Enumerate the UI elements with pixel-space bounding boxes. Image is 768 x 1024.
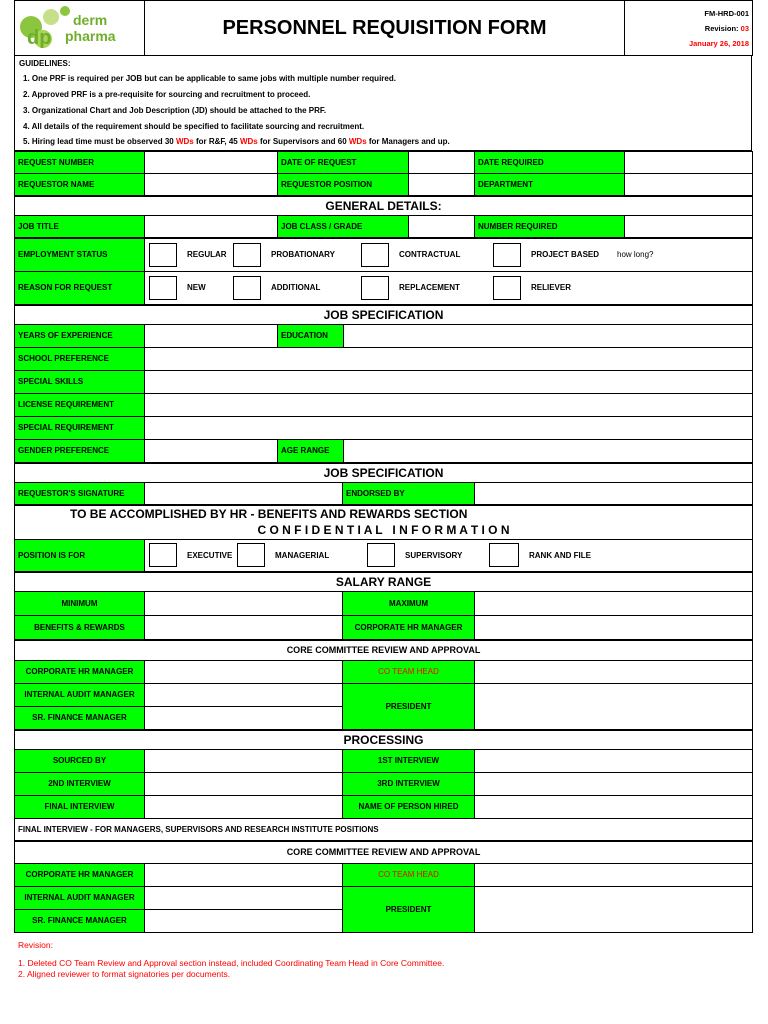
education-field[interactable]: [344, 324, 753, 347]
final-interview-label: FINAL INTERVIEW: [15, 795, 145, 818]
minimum-field[interactable]: [145, 591, 343, 615]
core-committee-heading-1: CORE COMMITTEE REVIEW AND APPROVAL: [15, 640, 753, 660]
new-checkbox[interactable]: [149, 276, 177, 300]
cc2-co-team-head-field[interactable]: [475, 863, 753, 886]
guidelines-section: [14, 56, 752, 151]
years-of-experience-label: YEARS OF EXPERIENCE: [15, 324, 145, 347]
age-range-field[interactable]: [344, 439, 753, 462]
date-required-field[interactable]: [625, 151, 753, 173]
requestor-name-field[interactable]: [145, 173, 278, 195]
project-based-checkbox[interactable]: [493, 243, 521, 267]
hr-heading: TO BE ACCOMPLISHED BY HR - BENEFITS AND REWARDS SECTION: [70, 507, 468, 521]
job-title-field[interactable]: [145, 215, 278, 237]
revision-line: [628, 21, 749, 36]
benefits-rewards-label: BENEFITS & REWARDS: [15, 615, 145, 639]
job-title-label: JOB TITLE: [15, 215, 145, 237]
name-of-person-hired-label: NAME OF PERSON HIRED: [343, 795, 475, 818]
benefits-rewards-field[interactable]: [145, 615, 343, 639]
date-of-request-label: DATE OF REQUEST: [278, 151, 409, 173]
license-requirement-field[interactable]: [145, 393, 753, 416]
revision-note-2: 2. Aligned reviewer to format signatories per documents.: [18, 969, 231, 979]
regular-label: REGULAR: [187, 250, 227, 259]
logo-word-derm: derm: [73, 12, 108, 28]
first-interview-field[interactable]: [475, 749, 753, 772]
first-interview-label: 1ST INTERVIEW: [343, 749, 475, 772]
form-code: FM-HRD-001: [704, 8, 749, 18]
logo-cell: [15, 1, 145, 56]
cc2-president-label: PRESIDENT: [343, 886, 475, 932]
second-interview-label: 2ND INTERVIEW: [15, 772, 145, 795]
cc1-corporate-hr-manager-field[interactable]: [145, 660, 343, 683]
probationary-checkbox[interactable]: [233, 243, 261, 267]
cc2-corporate-hr-manager-field[interactable]: [145, 863, 343, 886]
revision-label: Revision:: [704, 23, 739, 33]
confidential-heading: C O N F I D E N T I A L I N F O R M A T I O N: [257, 523, 510, 537]
requestor-position-field[interactable]: [409, 173, 475, 195]
form-page: [14, 0, 752, 933]
how-long-label: how long?: [617, 250, 654, 259]
license-requirement-label: LICENSE REQUIREMENT: [15, 393, 145, 416]
sourced-by-field[interactable]: [145, 749, 343, 772]
probationary-label: PROBATIONARY: [271, 250, 335, 259]
additional-checkbox[interactable]: [233, 276, 261, 300]
years-of-experience-field[interactable]: [145, 324, 278, 347]
endorsed-by-field[interactable]: [475, 482, 753, 504]
cc1-sr-finance-manager-label: SR. FINANCE MANAGER: [15, 706, 145, 729]
signature-section: [14, 463, 753, 505]
reliever-checkbox[interactable]: [493, 276, 521, 300]
school-preference-field[interactable]: [145, 347, 753, 370]
executive-checkbox[interactable]: [149, 543, 177, 567]
core-committee-section-2: [14, 841, 753, 933]
requestors-signature-label: REQUESTOR'S SIGNATURE: [15, 482, 145, 504]
hr-section: [14, 505, 753, 572]
core-committee-section-1: [14, 640, 753, 730]
new-label: NEW: [187, 283, 206, 292]
special-requirement-field[interactable]: [145, 416, 753, 439]
cc2-president-field[interactable]: [475, 886, 753, 932]
special-skills-label: SPECIAL SKILLS: [15, 370, 145, 393]
school-preference-label: SCHOOL PREFERENCE: [15, 347, 145, 370]
position-options: [145, 539, 753, 571]
corporate-hr-manager-field[interactable]: [475, 615, 753, 639]
final-interview-note: FINAL INTERVIEW - FOR MANAGERS, SUPERVISORS AND RESEARCH INSTITUTE POSITIONS: [15, 818, 753, 840]
cc1-internal-audit-manager-field[interactable]: [145, 683, 343, 706]
form-meta-cell: [625, 1, 753, 56]
cc2-internal-audit-manager-field[interactable]: [145, 886, 343, 909]
guideline-item: 2. Approved PRF is a pre-requisite for sourcing and recruitment to proceed.: [15, 86, 752, 102]
employment-status-section: [14, 238, 753, 305]
third-interview-label: 3RD INTERVIEW: [343, 772, 475, 795]
requestor-name-label: REQUESTOR NAME: [15, 173, 145, 195]
processing-heading: PROCESSING: [15, 730, 753, 749]
additional-label: ADDITIONAL: [271, 283, 321, 292]
employment-status-label: EMPLOYMENT STATUS: [15, 238, 145, 271]
education-label: EDUCATION: [278, 324, 344, 347]
revision-note-1: 1. Deleted CO Team Review and Approval section instead, included Coordinating Team Head in Core Committee.: [18, 958, 445, 968]
job-class-field[interactable]: [409, 215, 475, 237]
managerial-label: MANAGERIAL: [275, 550, 330, 560]
supervisory-checkbox[interactable]: [367, 543, 395, 567]
project-based-label: PROJECT BASED: [531, 250, 600, 259]
replacement-checkbox[interactable]: [361, 276, 389, 300]
cc1-president-label: PRESIDENT: [343, 683, 475, 729]
requestors-signature-field[interactable]: [145, 482, 343, 504]
contractual-label: CONTRACTUAL: [399, 250, 461, 259]
department-label: DEPARTMENT: [475, 173, 625, 195]
dermpharma-logo: [19, 3, 129, 51]
form-date: January 26, 2018: [688, 38, 749, 48]
reliever-label: RELIEVER: [531, 283, 572, 292]
rank-and-file-checkbox[interactable]: [489, 543, 519, 567]
guideline-item: 3. Organizational Chart and Job Description (JD) should be attached to the PRF.: [15, 102, 752, 118]
job-specification-section: [14, 305, 753, 463]
form-header: [14, 0, 753, 56]
cc1-co-team-head-field[interactable]: [475, 660, 753, 683]
special-skills-field[interactable]: [145, 370, 753, 393]
cc1-internal-audit-manager-label: INTERNAL AUDIT MANAGER: [15, 683, 145, 706]
supervisory-label: SUPERVISORY: [405, 550, 463, 560]
maximum-field[interactable]: [475, 591, 753, 615]
age-range-label: AGE RANGE: [278, 439, 344, 462]
general-details-heading: GENERAL DETAILS:: [15, 196, 753, 215]
cc2-internal-audit-manager-label: INTERNAL AUDIT MANAGER: [15, 886, 145, 909]
gender-preference-label: GENDER PREFERENCE: [15, 439, 145, 462]
salary-range-heading: SALARY RANGE: [15, 572, 753, 591]
second-interview-field[interactable]: [145, 772, 343, 795]
department-field[interactable]: [625, 173, 753, 195]
number-required-label: NUMBER REQUIRED: [475, 215, 625, 237]
hr-heading-cell: [15, 505, 753, 539]
regular-checkbox[interactable]: [149, 243, 177, 267]
request-section: [14, 151, 753, 196]
cc2-corporate-hr-manager-label: CORPORATE HR MANAGER: [15, 863, 145, 886]
salary-range-section: [14, 572, 753, 640]
job-specification-heading: JOB SPECIFICATION: [15, 305, 753, 324]
cc1-corporate-hr-manager-label: CORPORATE HR MANAGER: [15, 660, 145, 683]
special-requirement-label: SPECIAL REQUIREMENT: [15, 416, 145, 439]
cc2-sr-finance-manager-label: SR. FINANCE MANAGER: [15, 909, 145, 932]
core-committee-heading-2: CORE COMMITTEE REVIEW AND APPROVAL: [15, 841, 753, 863]
reason-for-request-label: REASON FOR REQUEST: [15, 271, 145, 304]
processing-section: [14, 730, 753, 841]
contractual-checkbox[interactable]: [361, 243, 389, 267]
maximum-label: MAXIMUM: [343, 591, 475, 615]
reason-options: [145, 271, 753, 304]
cc2-co-team-head-label: CO TEAM HEAD: [343, 863, 475, 886]
guideline-item: 1. One PRF is required per JOB but can be applicable to same jobs with multiple number required.: [15, 70, 752, 86]
job-class-label: JOB CLASS / GRADE: [278, 215, 409, 237]
sourced-by-label: SOURCED BY: [15, 749, 145, 772]
position-is-for-label: POSITION IS FOR: [15, 539, 145, 571]
replacement-label: REPLACEMENT: [399, 283, 460, 292]
revision-number: 03: [740, 23, 749, 33]
revision-notes-heading: Revision:: [18, 940, 53, 950]
cc1-co-team-head-label: CO TEAM HEAD: [343, 660, 475, 683]
guideline-item: 5. Hiring lead time must be observed 30 WDs for R&F, 45 WDs for Supervisors and 60 WDs for Managers and up.: [15, 134, 752, 150]
third-interview-field[interactable]: [475, 772, 753, 795]
cc1-sr-finance-manager-field[interactable]: [145, 706, 343, 729]
cc2-sr-finance-manager-field[interactable]: [145, 909, 343, 932]
gender-preference-field[interactable]: [145, 439, 278, 462]
cc1-president-field[interactable]: [475, 683, 753, 729]
logo-letters: dp: [27, 27, 52, 49]
employment-status-options: [145, 238, 753, 271]
request-number-label: REQUEST NUMBER: [15, 151, 145, 173]
final-interview-field[interactable]: [145, 795, 343, 818]
guidelines-heading: GUIDELINES:: [15, 56, 752, 70]
corporate-hr-manager-label: CORPORATE HR MANAGER: [343, 615, 475, 639]
rank-and-file-label: RANK AND FILE: [529, 550, 591, 560]
executive-label: EXECUTIVE: [187, 550, 233, 560]
request-number-field[interactable]: [145, 151, 278, 173]
job-specification-heading-2: JOB SPECIFICATION: [15, 463, 753, 482]
date-required-label: DATE REQUIRED: [475, 151, 625, 173]
date-of-request-field[interactable]: [409, 151, 475, 173]
general-details-section: [14, 196, 753, 238]
requestor-position-label: REQUESTOR POSITION: [278, 173, 409, 195]
managerial-checkbox[interactable]: [237, 543, 265, 567]
number-required-field[interactable]: [625, 215, 753, 237]
title-cell: [145, 1, 625, 56]
guideline-item: 4. All details of the requirement should be specified to facilitate sourcing and recruitment.: [15, 118, 752, 134]
form-title: PERSONNEL REQUISITION FORM: [222, 16, 547, 39]
endorsed-by-label: ENDORSED BY: [343, 482, 475, 504]
name-of-person-hired-field[interactable]: [475, 795, 753, 818]
logo-word-pharma: pharma: [65, 28, 116, 44]
minimum-label: MINIMUM: [15, 591, 145, 615]
